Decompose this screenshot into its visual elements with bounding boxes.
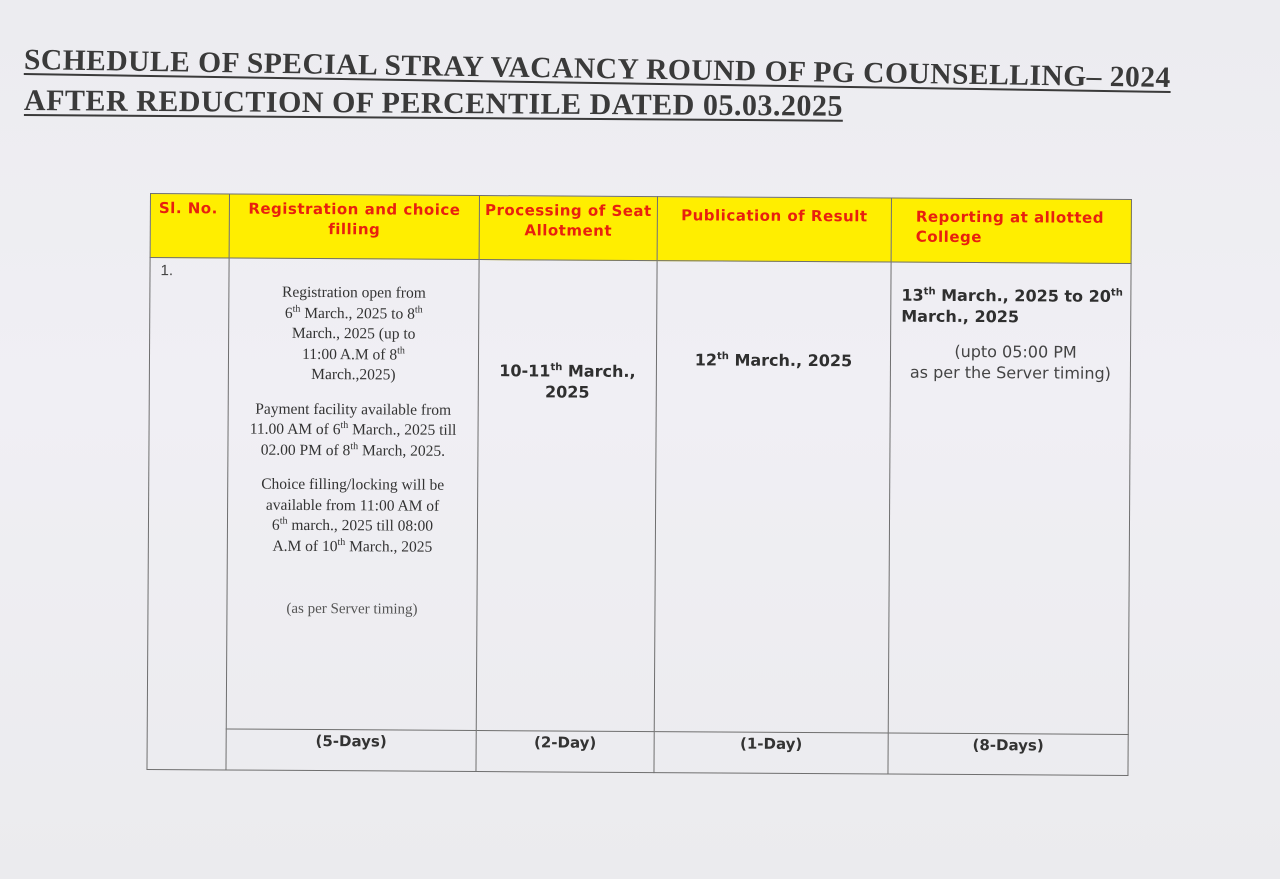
duration-publication: (1-Day) <box>654 732 888 774</box>
header-sl-no: Sl. No. <box>150 194 229 258</box>
registration-open-text: Registration open from 6th March., 2025 to 8th March., 2025 (up to 11:00 A.M of 8th March.,2025) <box>281 283 426 384</box>
reporting-deadline: (upto 05:00 PM <box>954 341 1077 362</box>
cell-registration <box>226 258 479 731</box>
header-publication: Publication of Result <box>657 197 891 262</box>
cell-publication: 12th March., 2025 <box>654 261 891 733</box>
schedule-table <box>146 193 1132 776</box>
choice-filling-text: Choice filling/locking will be available from 11:00 AM of 6th march., 2025 till 08:00 A.M of 10th March., 2025 <box>261 475 445 556</box>
header-reporting: Reporting at allotted College <box>891 198 1131 263</box>
cell-processing: 10-11th March., 2025 <box>476 260 657 732</box>
duration-registration: (5-Days) <box>226 729 476 772</box>
duration-row <box>147 728 1128 775</box>
reporting-dates: 13th March., 2025 to 20th March., 2025 <box>901 285 1123 327</box>
header-processing: Processing of Seat Allotment <box>479 196 657 261</box>
table-header-row <box>150 194 1131 264</box>
reporting-server-note: as per the Server timing) <box>909 362 1112 383</box>
duration-reporting: (8-Days) <box>888 733 1128 775</box>
page-title-line-2: AFTER REDUCTION OF PERCENTILE DATED 05.03.2025 <box>23 84 844 123</box>
cell-sl-no: 1. <box>147 258 229 770</box>
duration-processing: (2-Day) <box>476 731 654 773</box>
table-row <box>147 258 1131 735</box>
payment-facility-text: Payment facility available from 11.00 AM of 6th March., 2025 till 02.00 PM of 8th March, 2025. <box>249 400 457 460</box>
cell-reporting <box>888 262 1131 734</box>
server-timing-note: (as per Server timing) <box>286 600 418 618</box>
header-registration: Registration and choice filling <box>229 194 479 260</box>
page-title-line-1: SCHEDULE OF SPECIAL STRAY VACANCY ROUND OF PG COUNSELLING– 2024 <box>23 44 1172 95</box>
